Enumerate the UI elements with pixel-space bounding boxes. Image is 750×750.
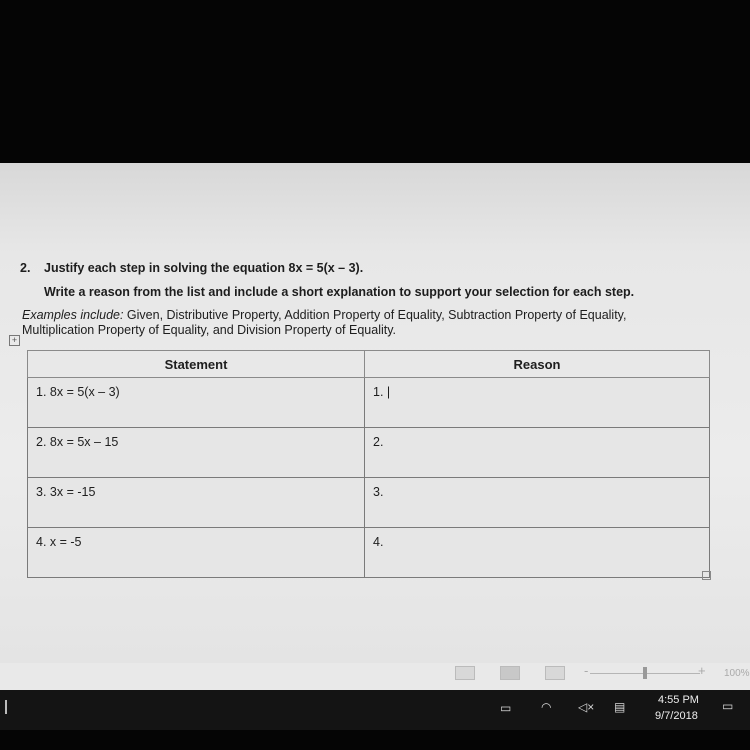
question-number: 2. <box>20 261 31 275</box>
table-row <box>28 428 710 478</box>
wifi-icon[interactable]: ◠ <box>541 700 552 714</box>
zoom-in-button[interactable]: + <box>698 663 706 678</box>
taskbar <box>0 690 750 730</box>
question-title: Justify each step in solving the equation 8x = 5(x – 3). <box>44 261 364 275</box>
reason-cell[interactable]: 2. <box>365 428 710 478</box>
table-move-handle-icon[interactable]: + <box>9 335 20 346</box>
statement-cell[interactable]: 2. 8x = 5x – 15 <box>28 428 365 478</box>
table-row <box>28 378 710 428</box>
zoom-level[interactable]: 100% <box>724 668 750 679</box>
clock-time[interactable]: 4:55 PM <box>658 694 699 706</box>
reason-cell[interactable]: 3. <box>365 478 710 528</box>
read-mode-icon[interactable] <box>455 666 475 680</box>
volume-muted-icon[interactable]: ◁× <box>578 700 595 714</box>
proof-table <box>27 350 710 578</box>
examples-list: Given, Distributive Property, Addition Property of Equality, Subtraction Property of Equality, Multiplication Property of Equality, and Division Property of Equality. <box>22 308 627 337</box>
web-layout-icon[interactable] <box>545 666 565 680</box>
statement-cell[interactable]: 4. x = -5 <box>28 528 365 578</box>
zoom-slider-knob[interactable] <box>643 667 647 679</box>
notifications-icon[interactable]: ▭ <box>722 699 734 713</box>
print-layout-icon[interactable] <box>500 666 520 680</box>
table-resize-handle-icon[interactable] <box>702 571 711 580</box>
clock-date[interactable]: 9/7/2018 <box>655 710 698 722</box>
zoom-out-button[interactable]: - <box>584 663 589 678</box>
reason-cell[interactable]: 4. <box>365 528 710 578</box>
statement-cell[interactable]: 3. 3x = -15 <box>28 478 365 528</box>
battery-icon[interactable]: ▭ <box>500 701 512 715</box>
statement-header: Statement <box>28 351 365 378</box>
question-instruction: Write a reason from the list and include a short explanation to support your selection for each step. <box>44 285 635 299</box>
examples-text <box>22 308 702 338</box>
reason-cell[interactable]: 1. | <box>365 378 710 428</box>
examples-prefix: Examples include: <box>22 308 124 322</box>
statement-cell[interactable]: 1. 8x = 5(x – 3) <box>28 378 365 428</box>
table-row <box>28 528 710 578</box>
keyboard-icon[interactable]: ▤ <box>614 700 626 714</box>
reason-header: Reason <box>365 351 710 378</box>
table-row <box>28 478 710 528</box>
table-header-row <box>28 351 710 378</box>
taskbar-edge <box>5 700 7 714</box>
